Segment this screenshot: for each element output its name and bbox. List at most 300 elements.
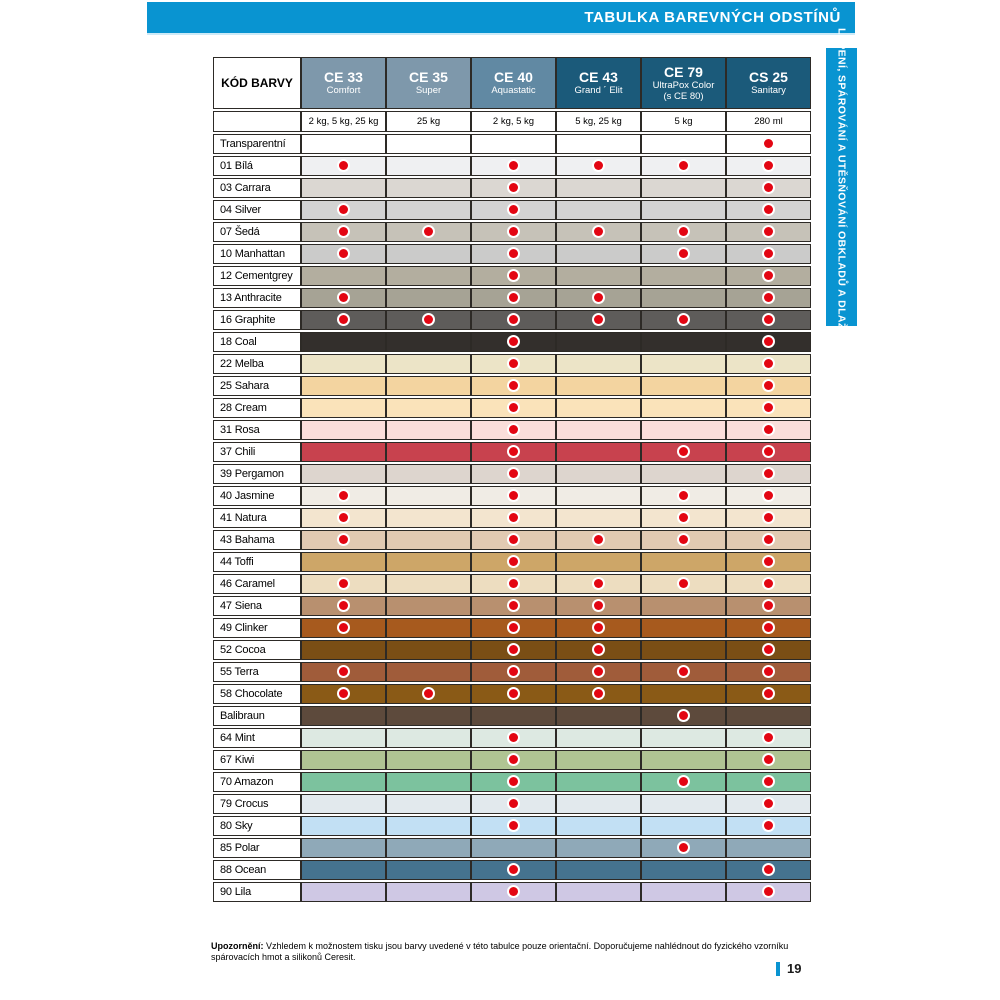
color-row — [213, 398, 811, 418]
availability-dot-icon — [679, 667, 688, 676]
color-swatch-cell — [556, 838, 641, 858]
color-swatch-cell — [726, 596, 811, 616]
color-swatch-cell — [386, 750, 471, 770]
color-row-label: 55 Terra — [213, 662, 301, 682]
color-row — [213, 200, 811, 220]
color-swatch-cell — [641, 508, 726, 528]
color-row-label: 79 Crocus — [213, 794, 301, 814]
color-swatch-cell — [386, 530, 471, 550]
product-name: Super — [415, 85, 442, 96]
color-row — [213, 772, 811, 792]
color-swatch-cell — [556, 420, 641, 440]
availability-dot-icon — [594, 315, 603, 324]
color-row-label: 10 Manhattan — [213, 244, 301, 264]
availability-dot-icon — [679, 315, 688, 324]
color-row-label: 41 Natura — [213, 508, 301, 528]
package-sizes: 2 kg, 5 kg — [471, 111, 556, 132]
color-swatch-cell — [641, 420, 726, 440]
color-row — [213, 222, 811, 242]
color-swatch-cell — [641, 178, 726, 198]
color-row-label: 80 Sky — [213, 816, 301, 836]
color-swatch-cell — [301, 640, 386, 660]
color-swatch-cell — [386, 706, 471, 726]
availability-dot-icon — [509, 557, 518, 566]
color-swatch-cell — [641, 442, 726, 462]
availability-dot-icon — [764, 403, 773, 412]
availability-dot-icon — [339, 667, 348, 676]
color-swatch-cell — [726, 486, 811, 506]
color-swatch-cell — [386, 200, 471, 220]
footnote — [211, 941, 811, 963]
color-swatch-cell — [471, 706, 556, 726]
color-swatch-cell — [641, 266, 726, 286]
availability-dot-icon — [764, 821, 773, 830]
page-header-bar — [147, 2, 855, 35]
color-row — [213, 882, 811, 902]
product-header-row — [213, 57, 811, 109]
availability-dot-icon — [509, 601, 518, 610]
availability-dot-icon — [764, 227, 773, 236]
color-swatch-cell — [641, 156, 726, 176]
product-name: Comfort — [326, 85, 361, 96]
color-row-label: 52 Cocoa — [213, 640, 301, 660]
color-swatch-cell — [726, 640, 811, 660]
availability-dot-icon — [339, 227, 348, 236]
color-swatch-cell — [301, 684, 386, 704]
corner-cell: KÓD BARVY — [213, 57, 301, 109]
color-swatch-cell — [641, 332, 726, 352]
color-row — [213, 618, 811, 638]
color-row-label: 88 Ocean — [213, 860, 301, 880]
color-swatch-cell — [471, 486, 556, 506]
color-row-label: 39 Pergamon — [213, 464, 301, 484]
color-swatch-cell — [641, 860, 726, 880]
availability-dot-icon — [509, 667, 518, 676]
availability-dot-icon — [764, 447, 773, 456]
availability-dot-icon — [764, 755, 773, 764]
availability-dot-icon — [339, 623, 348, 632]
color-row — [213, 376, 811, 396]
availability-dot-icon — [764, 579, 773, 588]
color-swatch-cell — [556, 222, 641, 242]
color-swatch-cell — [726, 508, 811, 528]
availability-dot-icon — [509, 359, 518, 368]
color-swatch-cell — [471, 530, 556, 550]
color-row — [213, 728, 811, 748]
color-swatch-cell — [726, 750, 811, 770]
color-swatch-cell — [556, 552, 641, 572]
color-swatch-cell — [556, 882, 641, 902]
color-swatch-cell — [726, 332, 811, 352]
color-row — [213, 662, 811, 682]
color-swatch-cell — [471, 684, 556, 704]
availability-dot-icon — [509, 513, 518, 522]
color-swatch-cell — [641, 772, 726, 792]
color-swatch-cell — [556, 398, 641, 418]
availability-dot-icon — [679, 447, 688, 456]
color-swatch-cell — [471, 772, 556, 792]
color-swatch-cell — [556, 288, 641, 308]
availability-dot-icon — [509, 205, 518, 214]
color-swatch-cell — [726, 156, 811, 176]
color-row — [213, 464, 811, 484]
column-header-ce43 — [556, 57, 641, 109]
package-sizes: 5 kg — [641, 111, 726, 132]
color-swatch-cell — [556, 794, 641, 814]
availability-dot-icon — [764, 337, 773, 346]
color-row-label: 37 Chili — [213, 442, 301, 462]
color-swatch-cell — [726, 728, 811, 748]
availability-dot-icon — [339, 579, 348, 588]
color-row-label: 67 Kiwi — [213, 750, 301, 770]
page-title: TABULKA BAREVNÝCH ODSTÍNŮ — [584, 9, 841, 26]
availability-dot-icon — [679, 535, 688, 544]
color-row — [213, 552, 811, 572]
availability-dot-icon — [679, 711, 688, 720]
color-row-label: 25 Sahara — [213, 376, 301, 396]
color-swatch-cell — [386, 794, 471, 814]
availability-dot-icon — [339, 535, 348, 544]
availability-dot-icon — [764, 293, 773, 302]
color-row — [213, 486, 811, 506]
color-row — [213, 508, 811, 528]
availability-dot-icon — [509, 227, 518, 236]
availability-dot-icon — [764, 513, 773, 522]
color-swatch-cell — [386, 662, 471, 682]
color-swatch-cell — [641, 464, 726, 484]
color-swatch-cell — [386, 442, 471, 462]
availability-dot-icon — [424, 689, 433, 698]
color-swatch-cell — [471, 288, 556, 308]
color-row-label: 43 Bahama — [213, 530, 301, 550]
product-code: CE 40 — [494, 69, 533, 85]
color-swatch-cell — [301, 178, 386, 198]
availability-dot-icon — [509, 579, 518, 588]
availability-dot-icon — [679, 491, 688, 500]
color-swatch-cell — [471, 354, 556, 374]
availability-dot-icon — [764, 315, 773, 324]
availability-dot-icon — [764, 491, 773, 500]
color-swatch-cell — [641, 288, 726, 308]
color-swatch-cell — [641, 398, 726, 418]
color-swatch-cell — [386, 596, 471, 616]
color-swatch-cell — [726, 838, 811, 858]
color-swatch-cell — [471, 398, 556, 418]
availability-dot-icon — [594, 623, 603, 632]
color-swatch-cell — [726, 882, 811, 902]
color-row — [213, 750, 811, 770]
availability-dot-icon — [509, 381, 518, 390]
color-swatch-cell — [726, 134, 811, 154]
color-swatch-cell — [726, 574, 811, 594]
color-swatch-cell — [471, 442, 556, 462]
column-header-ce79 — [641, 57, 726, 109]
color-row — [213, 354, 811, 374]
color-swatch-cell — [726, 310, 811, 330]
availability-dot-icon — [594, 293, 603, 302]
color-swatch-cell — [386, 420, 471, 440]
availability-dot-icon — [509, 535, 518, 544]
color-swatch-cell — [301, 398, 386, 418]
availability-dot-icon — [509, 161, 518, 170]
availability-dot-icon — [509, 623, 518, 632]
color-row — [213, 530, 811, 550]
color-swatch-cell — [556, 750, 641, 770]
color-row-label: 58 Chocolate — [213, 684, 301, 704]
color-swatch-cell — [556, 376, 641, 396]
color-swatch-cell — [301, 244, 386, 264]
color-swatch-cell — [386, 486, 471, 506]
color-swatch-cell — [386, 222, 471, 242]
color-row — [213, 596, 811, 616]
color-swatch-cell — [386, 398, 471, 418]
color-row-label: 31 Rosa — [213, 420, 301, 440]
color-row — [213, 178, 811, 198]
color-swatch-cell — [301, 838, 386, 858]
color-swatch-cell — [301, 486, 386, 506]
color-swatch-cell — [726, 464, 811, 484]
color-swatch-cell — [726, 244, 811, 264]
color-swatch-cell — [301, 134, 386, 154]
availability-dot-icon — [594, 689, 603, 698]
color-swatch-cell — [386, 882, 471, 902]
availability-dot-icon — [339, 513, 348, 522]
color-swatch-cell — [301, 464, 386, 484]
availability-dot-icon — [509, 293, 518, 302]
color-swatch-cell — [471, 596, 556, 616]
color-swatch-cell — [301, 794, 386, 814]
color-swatch-cell — [301, 508, 386, 528]
color-swatch-cell — [726, 530, 811, 550]
availability-dot-icon — [339, 491, 348, 500]
availability-dot-icon — [679, 161, 688, 170]
color-swatch-cell — [641, 640, 726, 660]
color-swatch-cell — [301, 200, 386, 220]
color-swatch-cell — [301, 882, 386, 902]
availability-dot-icon — [339, 315, 348, 324]
color-swatch-cell — [471, 156, 556, 176]
color-swatch-cell — [471, 816, 556, 836]
availability-dot-icon — [509, 645, 518, 654]
availability-dot-icon — [679, 227, 688, 236]
color-swatch-cell — [641, 222, 726, 242]
availability-dot-icon — [764, 777, 773, 786]
color-swatch-cell — [386, 816, 471, 836]
availability-dot-icon — [764, 887, 773, 896]
color-swatch-cell — [471, 244, 556, 264]
color-swatch-cell — [556, 486, 641, 506]
availability-dot-icon — [764, 359, 773, 368]
color-swatch-cell — [386, 288, 471, 308]
color-swatch-cell — [556, 354, 641, 374]
color-swatch-cell — [386, 860, 471, 880]
color-swatch-cell — [641, 662, 726, 682]
color-row — [213, 684, 811, 704]
color-swatch-cell — [471, 134, 556, 154]
availability-dot-icon — [764, 161, 773, 170]
color-swatch-cell — [556, 728, 641, 748]
product-name: UltraPox Color — [652, 79, 715, 91]
color-row — [213, 706, 811, 726]
color-swatch-cell — [726, 684, 811, 704]
color-row — [213, 156, 811, 176]
availability-dot-icon — [764, 271, 773, 280]
availability-dot-icon — [509, 469, 518, 478]
product-code: CS 25 — [749, 69, 788, 85]
color-swatch-cell — [301, 816, 386, 836]
color-swatch-cell — [471, 618, 556, 638]
color-swatch-cell — [301, 596, 386, 616]
color-swatch-cell — [556, 530, 641, 550]
color-swatch-cell — [471, 750, 556, 770]
color-swatch-cell — [556, 596, 641, 616]
color-row-label: 70 Amazon — [213, 772, 301, 792]
section-side-tab — [826, 28, 857, 346]
availability-dot-icon — [764, 601, 773, 610]
color-swatch-cell — [641, 354, 726, 374]
color-swatch-cell — [301, 530, 386, 550]
availability-dot-icon — [594, 601, 603, 610]
availability-dot-icon — [509, 425, 518, 434]
color-swatch-cell — [386, 376, 471, 396]
availability-dot-icon — [594, 667, 603, 676]
color-swatch-cell — [471, 266, 556, 286]
color-row — [213, 574, 811, 594]
column-header-ce35 — [386, 57, 471, 109]
color-swatch-cell — [386, 134, 471, 154]
color-swatch-cell — [726, 442, 811, 462]
product-name: Sanitary — [751, 85, 786, 96]
availability-dot-icon — [509, 491, 518, 500]
color-swatch-cell — [556, 156, 641, 176]
color-row-label: 40 Jasmine — [213, 486, 301, 506]
availability-dot-icon — [339, 689, 348, 698]
color-swatch-cell — [641, 552, 726, 572]
color-swatch-cell — [386, 838, 471, 858]
availability-dot-icon — [509, 337, 518, 346]
color-row-label: 13 Anthracite — [213, 288, 301, 308]
color-swatch-cell — [726, 816, 811, 836]
color-swatch-cell — [641, 376, 726, 396]
column-header-ce40 — [471, 57, 556, 109]
product-code: CE 79 — [664, 63, 703, 80]
color-swatch-cell — [471, 640, 556, 660]
color-row-label: 18 Coal — [213, 332, 301, 352]
availability-dot-icon — [339, 205, 348, 214]
availability-dot-icon — [339, 249, 348, 258]
color-swatch-cell — [471, 882, 556, 902]
color-swatch-cell — [556, 508, 641, 528]
color-swatch-cell — [471, 728, 556, 748]
availability-dot-icon — [679, 777, 688, 786]
footnote-label: Upozornění: — [211, 941, 264, 951]
product-name: Aquastatic — [491, 85, 536, 96]
availability-dot-icon — [594, 535, 603, 544]
color-swatch-cell — [641, 882, 726, 902]
color-swatch-cell — [641, 618, 726, 638]
color-swatch-cell — [301, 552, 386, 572]
color-swatch-cell — [386, 354, 471, 374]
color-swatch-cell — [641, 310, 726, 330]
availability-dot-icon — [764, 645, 773, 654]
color-swatch-cell — [301, 750, 386, 770]
color-swatch-cell — [726, 288, 811, 308]
color-swatch-cell — [556, 442, 641, 462]
color-swatch-cell — [301, 310, 386, 330]
color-swatch-cell — [641, 244, 726, 264]
availability-dot-icon — [764, 689, 773, 698]
color-swatch-cell — [471, 200, 556, 220]
color-swatch-cell — [301, 288, 386, 308]
color-swatch-cell — [386, 156, 471, 176]
availability-dot-icon — [764, 139, 773, 148]
availability-dot-icon — [509, 777, 518, 786]
color-row-label: 90 Lila — [213, 882, 301, 902]
color-swatch-cell — [301, 376, 386, 396]
color-swatch-cell — [556, 662, 641, 682]
availability-dot-icon — [339, 601, 348, 610]
color-swatch-cell — [641, 530, 726, 550]
color-swatch-cell — [641, 134, 726, 154]
availability-dot-icon — [509, 887, 518, 896]
color-row-label: 28 Cream — [213, 398, 301, 418]
color-row — [213, 420, 811, 440]
color-swatch-cell — [726, 662, 811, 682]
color-swatch-cell — [471, 464, 556, 484]
product-name-line2: (s CE 80) — [663, 90, 704, 102]
availability-dot-icon — [764, 425, 773, 434]
color-row — [213, 860, 811, 880]
color-row-label: 22 Melba — [213, 354, 301, 374]
package-sizes: 5 kg, 25 kg — [556, 111, 641, 132]
availability-dot-icon — [594, 227, 603, 236]
blank-cell — [213, 111, 301, 132]
availability-dot-icon — [764, 733, 773, 742]
color-row-label: 64 Mint — [213, 728, 301, 748]
color-swatch-cell — [556, 860, 641, 880]
product-name: Grand ´ Elit — [574, 85, 623, 96]
availability-dot-icon — [509, 403, 518, 412]
color-swatch-cell — [301, 266, 386, 286]
color-swatch-cell — [556, 134, 641, 154]
color-row — [213, 332, 811, 352]
color-swatch-cell — [556, 816, 641, 836]
availability-dot-icon — [509, 183, 518, 192]
availability-dot-icon — [509, 821, 518, 830]
availability-dot-icon — [679, 579, 688, 588]
color-swatch-cell — [556, 332, 641, 352]
color-swatch-cell — [301, 332, 386, 352]
color-swatch-cell — [641, 486, 726, 506]
availability-dot-icon — [764, 535, 773, 544]
color-swatch-cell — [556, 618, 641, 638]
availability-dot-icon — [679, 249, 688, 258]
availability-dot-icon — [424, 315, 433, 324]
package-sizes: 280 ml — [726, 111, 811, 132]
color-swatch-cell — [301, 574, 386, 594]
color-swatch-cell — [556, 706, 641, 726]
color-swatch-cell — [386, 464, 471, 484]
color-row-label: 12 Cementgrey — [213, 266, 301, 286]
color-swatch-cell — [641, 574, 726, 594]
product-code: CE 33 — [324, 69, 363, 85]
color-swatch-cell — [471, 376, 556, 396]
color-swatch-cell — [301, 156, 386, 176]
availability-dot-icon — [764, 183, 773, 192]
color-swatch-cell — [301, 354, 386, 374]
color-swatch-cell — [726, 706, 811, 726]
availability-dot-icon — [509, 271, 518, 280]
